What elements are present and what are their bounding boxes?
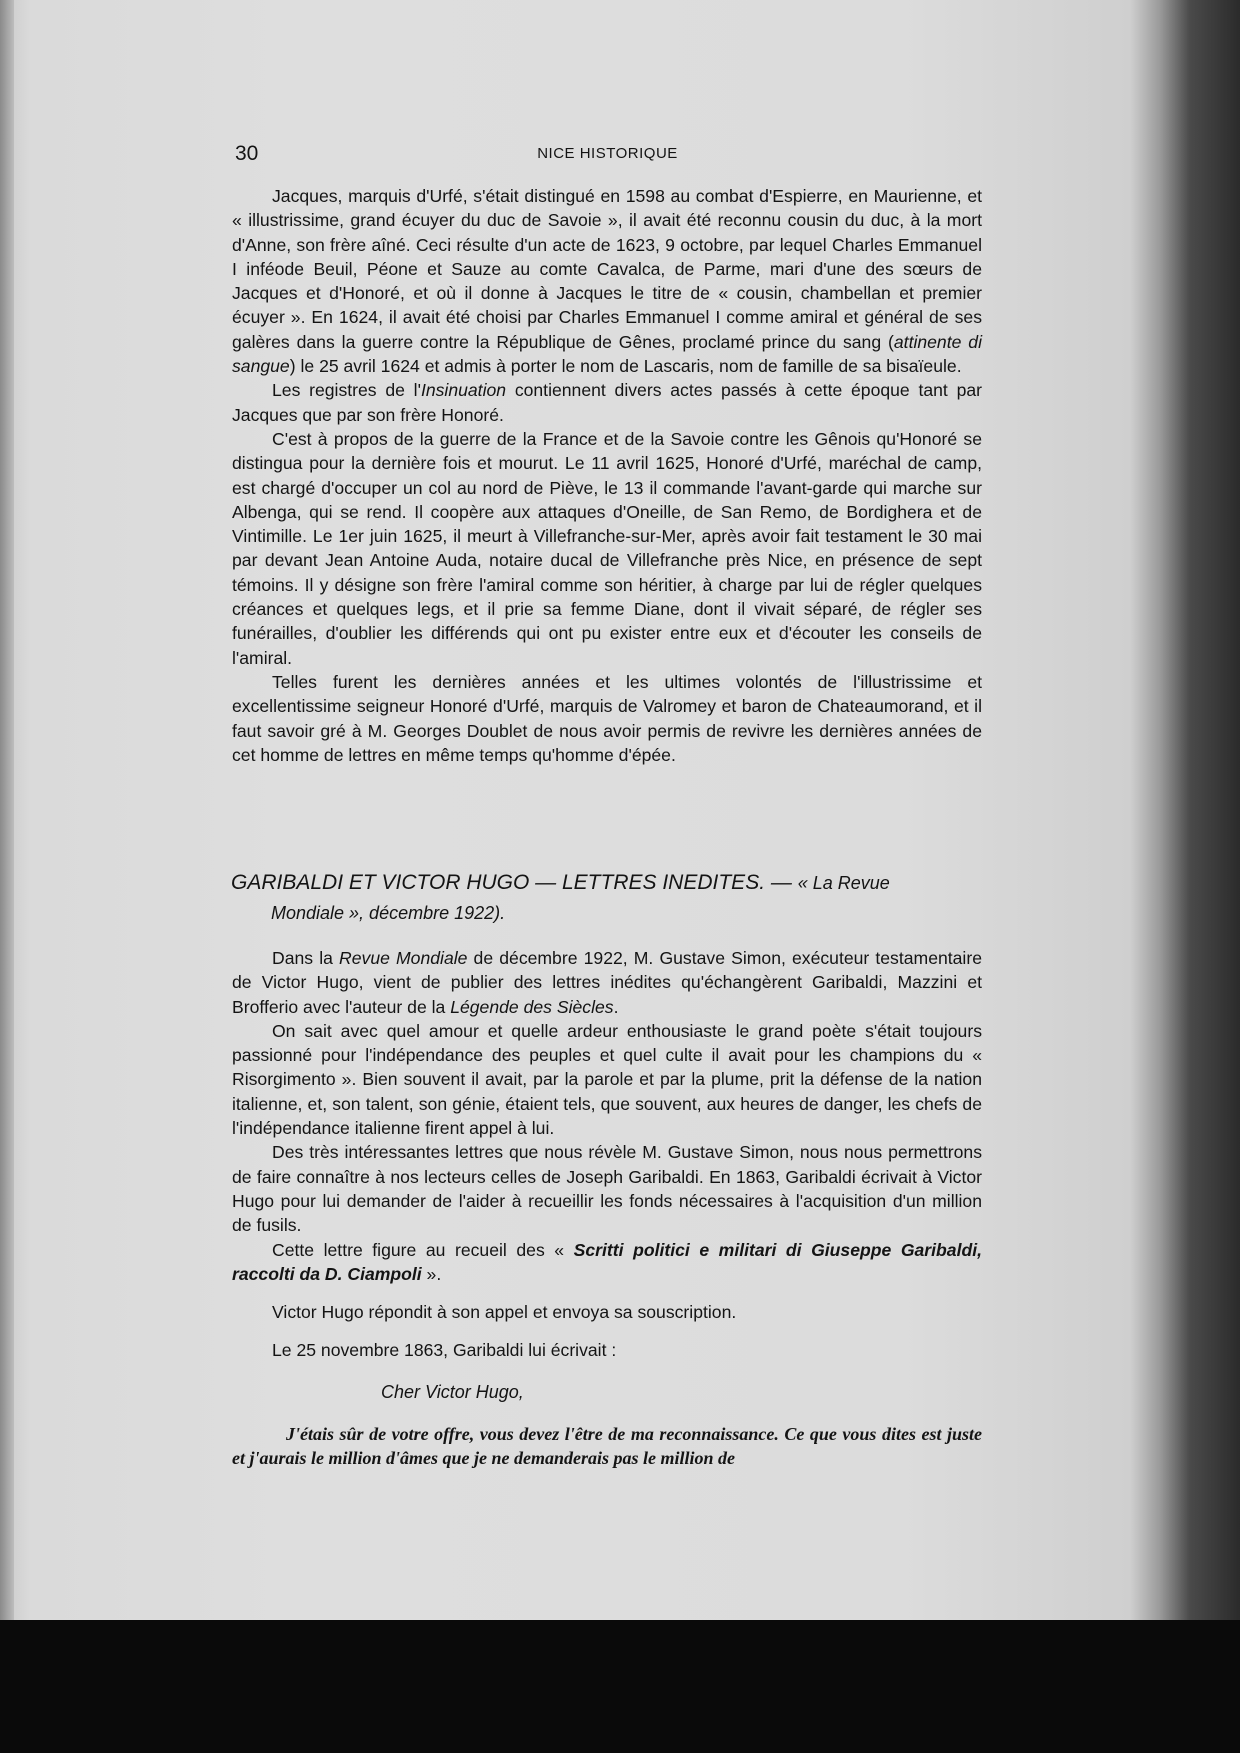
paragraph: Telles furent les dernières années et les ultimes volontés de l'illustrissime et excellentissime seigneur Honoré d'Urfé, marquis de Valromey et baron de Chateaumorand, et il faut savoir gré à M. Georges Doublet de nous avoir permis de revivre les dernières années de cet homme de lettres en même temps qu'homme d'épée. bbox=[232, 671, 982, 765]
heading-source: « La Revue bbox=[797, 873, 890, 893]
page-left-edge bbox=[0, 0, 14, 1753]
journal-title: NICE HISTORIQUE bbox=[537, 145, 678, 162]
heading-title: GARIBALDI ET VICTOR HUGO — LETTRES INEDITES. — bbox=[231, 871, 792, 894]
paragraph: Jacques, marquis d'Urfé, s'était distingué en 1598 au combat d'Espierre, en Maurienne, et « illustrissime, grand écuyer du duc de Savoie », il avait été reconnu cousin du duc, à la mort d'Anne, son frère aîné. Ceci résulte d'un acte de 1623, 9 octobre, par lequel Charles Emmanuel I inféode Beuil, Péone et Sauze au comte Cavalca, de Parme, mari d'une des sœurs de Jacques et d'Honoré, et où il donne à Jacques le titre de « cousin, chambellan et premier écuyer ». En 1624, il avait été choisi par Charles Emmanuel I comme amiral et général de ses galères dans la guerre contre la République de Gênes, proclamé prince du sang (attinente di sangue) le 25 avril 1624 et admis à porter le nom de Lascaris, nom de famille de sa bisaïeule. bbox=[232, 186, 982, 377]
section-heading bbox=[231, 868, 983, 928]
paragraph: Cette lettre figure au recueil des « Scritti politici e militari di Giuseppe Garibaldi, raccolti da D. Ciampoli ». bbox=[232, 1239, 982, 1284]
paragraph: Les registres de l'Insinuation contiennent divers actes passés à cette époque tant par Jacques que par son frère Honoré. bbox=[232, 380, 982, 425]
paragraph: Dans la Revue Mondiale de décembre 1922, M. Gustave Simon, exécuteur testamentaire de Victor Hugo, vient de publier des lettres inédites qu'échangèrent Garibaldi, Mazzini et Brofferio avec l'auteur de la Légende des Siècles. bbox=[232, 948, 982, 1017]
paragraph: On sait avec quel amour et quelle ardeur enthousiaste le grand poète s'était toujours passionné pour l'indépendance des peuples et quel culte il avait pour les champions du « Risorgimento ». Bien souvent il avait, par la parole et par la plume, prit la défense de la nation italienne, et, son talent, son génie, étaient tels, que souvent, aux heures de danger, les chefs de l'indépendance italienne firent appel à lui. bbox=[232, 1020, 982, 1139]
running-head bbox=[235, 142, 980, 168]
letter-greeting: Cher Victor Hugo, bbox=[381, 1382, 524, 1402]
article-garibaldi bbox=[232, 946, 982, 1363]
paragraph: Le 25 novembre 1863, Garibaldi lui écrivait : bbox=[272, 1340, 617, 1361]
article-urfe bbox=[232, 184, 982, 767]
scan-bottom-border bbox=[0, 1620, 1240, 1753]
paragraph: Des très intéressantes lettres que nous révèle M. Gustave Simon, nous nous permettrons de faire connaître à nos lecteurs celles de Joseph Garibaldi. En 1863, Garibaldi écrivait à Victor Hugo pour lui demander de l'aider à recueillir les fonds nécessaires à l'acquisition d'un million de fusils. bbox=[232, 1142, 982, 1236]
paragraph: Victor Hugo répondit à son appel et envoya sa souscription. bbox=[272, 1302, 737, 1323]
letter-body: J'étais sûr de votre offre, vous devez l'être de ma reconnaissance. Ce que vous dites est juste et j'aurais le million d'âmes que je ne demanderais pas le million de bbox=[232, 1424, 982, 1469]
page-number: 30 bbox=[235, 142, 259, 165]
paragraph: C'est à propos de la guerre de la France et de la Savoie contre les Gênois qu'Honoré se distingua pour la dernière fois et mourut. Le 11 avril 1625, Honoré d'Urfé, maréchal de camp, est chargé d'occuper un col au nord de Piève, le 13 il commande l'avant-garde qui marche sur Albenga, qui se rend. Il coopère aux attaques d'Oneille, de San Remo, de Bordighera et de Vintimille. Le 1er juin 1625, il meurt à Villefranche-sur-Mer, après avoir fait testament le 30 mai par devant Jean Antoine Auda, notaire ducal de Villefranche près Nice, en présence de sept témoins. Il y désigne son frère l'amiral comme son héritier, à charge par lui de régler quelques créances et quelques legs, et il prie sa femme Diane, dont il vivait séparé, de régler ses funérailles, d'oublier les différends qui ont pu exister entre eux et d'écouter les conseils de l'amiral. bbox=[232, 428, 982, 668]
heading-source-date: Mondiale », décembre 1922). bbox=[271, 903, 506, 923]
